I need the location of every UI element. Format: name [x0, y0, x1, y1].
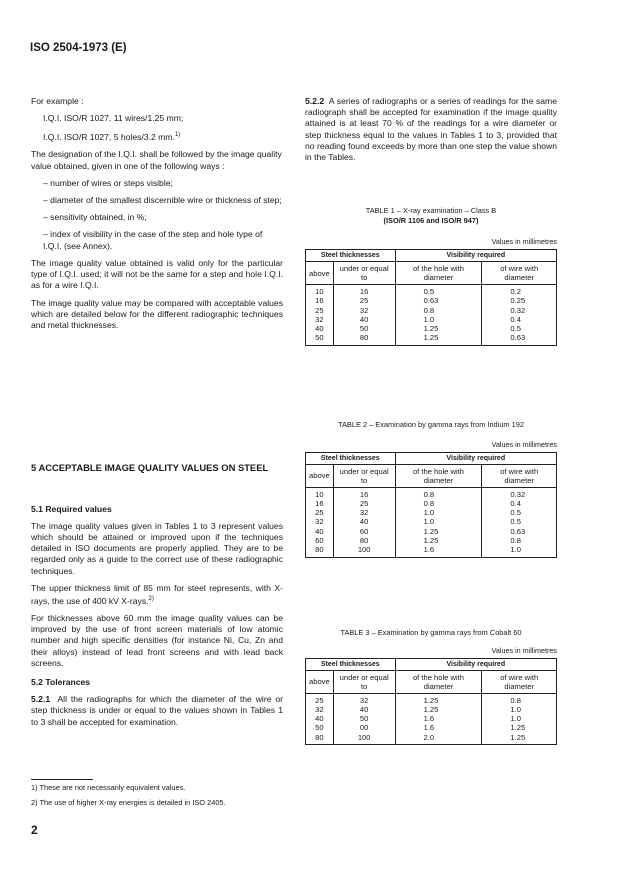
- table-row: [306, 487, 557, 557]
- example-1: I.Q.I. ISO/R 1027, 11 wires/1.25 mm;: [43, 113, 184, 124]
- table-cell: 16: [315, 498, 324, 508]
- table-cell: 0.8: [423, 305, 435, 315]
- table-cell: 25: [359, 498, 369, 508]
- header-visibility: Visibility required: [395, 250, 556, 262]
- table-cell: 0.63: [423, 296, 439, 306]
- table-row: [306, 285, 557, 346]
- header-under: under or equal to: [333, 464, 395, 487]
- table-cell: 2.0: [423, 732, 435, 742]
- section-5-1-title: 5.1 Required values: [31, 503, 112, 514]
- footnote-rule: [31, 779, 93, 780]
- header-hole: of the hole with diameter: [395, 464, 482, 487]
- table-cell: 1.25: [423, 324, 439, 334]
- table-cell: 1.0: [510, 704, 521, 714]
- header-above: above: [306, 464, 334, 487]
- table-1: [305, 249, 557, 346]
- table-2-units: Values in millimetres: [491, 439, 557, 449]
- table-cell: 100: [357, 545, 371, 555]
- table-cell: 1.0: [423, 517, 435, 527]
- footnote-2: 2) The use of higher X-ray energies is detailed in ISO 2405.: [31, 798, 226, 807]
- table-cell: 50: [315, 333, 324, 343]
- table-cell: 0.5: [510, 324, 521, 334]
- table-cell: 10: [315, 489, 324, 499]
- table-1-caption: TABLE 1 – X-ray examination – Class B: [365, 206, 497, 215]
- table-row: [306, 693, 557, 744]
- table-3-caption: TABLE 3 – Examination by gamma rays from Cobalt 60: [340, 628, 522, 637]
- header-visibility: Visibility required: [395, 658, 556, 670]
- table-cell: 0.8: [510, 535, 521, 545]
- table-cell: 32: [315, 517, 324, 527]
- table-cell: 1.6: [423, 545, 435, 555]
- header-hole: of the hole with diameter: [395, 670, 482, 693]
- table-cell: 80: [359, 535, 369, 545]
- table-cell: 1.0: [510, 545, 521, 555]
- left-column-top: [31, 96, 283, 337]
- document-header: ISO 2504-1973 (E): [30, 42, 127, 54]
- table-cell: 1.0: [423, 508, 435, 518]
- table-cell: 0.4: [510, 498, 521, 508]
- section-5-1-p3: For thicknesses above 60 mm the image quality values can be improved by the use of front screen materials of low atomic number and high specific densities (for instance Ni, Cu, Zn and their alloys) instead of lead front screens and with lead back screens.: [31, 612, 283, 668]
- header-steel: Steel thicknesses: [306, 452, 396, 464]
- header-wire: of wire with diameter: [482, 262, 557, 285]
- section-5-2-title: 5.2 Tolerances: [31, 677, 91, 687]
- table-cell: 0.8: [423, 498, 435, 508]
- table-cell: 0.5: [510, 508, 521, 518]
- table-cell: 50: [359, 324, 369, 334]
- table-cell: 32: [359, 695, 369, 705]
- example-intro: For example :: [31, 96, 84, 106]
- table-cell: 1.0: [423, 314, 435, 324]
- table-cell: 0.4: [510, 314, 521, 324]
- section-5-title: 5 ACCEPTABLE IMAGE QUALITY VALUES ON STEEL: [31, 462, 269, 473]
- table-cell: 0.5: [423, 287, 435, 296]
- footnote-1: 1) These are not necessarily equivalent values.: [31, 783, 186, 792]
- table-cell: 16: [359, 287, 369, 296]
- table-cell: 25: [315, 695, 324, 705]
- table-1-caption-2: (ISO/R 1106 and ISO/R 947): [383, 215, 479, 225]
- table-cell: 32: [315, 704, 324, 714]
- table-cell: 0.63: [510, 526, 526, 536]
- way-item: – diameter of the smallest discernible wire or thickness of step;: [43, 195, 282, 206]
- table-cell: 80: [359, 333, 369, 343]
- table-cell: 1.25: [510, 723, 526, 733]
- table-cell: 40: [359, 314, 369, 324]
- table-cell: 25: [315, 508, 324, 518]
- header-steel: Steel thicknesses: [306, 658, 396, 670]
- table-cell: 40: [315, 526, 324, 536]
- table-cell: 60: [359, 526, 369, 536]
- table-cell: 1.25: [423, 535, 439, 545]
- table-cell: 0.8: [510, 695, 521, 705]
- table-cell: 1.6: [423, 714, 435, 724]
- table-cell: 1.6: [423, 723, 435, 733]
- table-cell: 10: [315, 287, 324, 296]
- header-under: under or equal to: [333, 670, 395, 693]
- table-2-block: [305, 420, 557, 558]
- table-cell: 50: [359, 714, 369, 724]
- table-cell: 0.2: [510, 287, 521, 296]
- way-item: – sensitivity obtained, in %;: [43, 212, 147, 223]
- table-cell: 60: [315, 535, 324, 545]
- table-cell: 1.25: [423, 704, 439, 714]
- table-1-block: [305, 206, 557, 346]
- page-number: 2: [31, 823, 38, 837]
- table-cell: 80: [315, 732, 324, 742]
- section-5-1-p2: The upper thickness limit of 85 mm for steel represents, with X-rays, the use of 400 kV X-rays.$^{2)}$: [31, 582, 283, 606]
- header-steel: Steel thicknesses: [306, 250, 396, 262]
- table-cell: 40: [359, 517, 369, 527]
- designation-paragraph: The designation of the I.Q.I. shall be followed by the image quality value obtained, given in one of the following ways :: [31, 149, 282, 171]
- table-cell: 16: [359, 489, 369, 499]
- table-cell: 1.25: [423, 526, 439, 536]
- table-cell: 00: [359, 723, 369, 733]
- table-cell: 32: [359, 508, 369, 518]
- table-cell: 32: [359, 305, 369, 315]
- table-cell: 32: [315, 314, 324, 324]
- table-cell: 0.25: [510, 296, 526, 306]
- header-wire: of wire with diameter: [482, 464, 557, 487]
- table-3: [305, 658, 557, 745]
- table-2-caption: TABLE 2 – Examination by gamma rays from Iridium 192: [338, 420, 524, 429]
- table-cell: 40: [359, 704, 369, 714]
- section-5-2-2: 5.2.2 A series of radiographs or a series of readings for the same radiograph shall be accepted for examination if the image quality attained is at least 70 % of the readings for a wire diameter or step thickness equal to the values in Tables 1 to 3, provided that no reading found exceeds by more than one step the value shown in the Tables.: [305, 96, 557, 163]
- header-hole: of the hole with diameter: [395, 262, 482, 285]
- table-cell: 40: [315, 714, 324, 724]
- table-cell: 40: [315, 324, 324, 334]
- table-cell: 80: [315, 545, 324, 555]
- table-cell: 50: [315, 723, 324, 733]
- table-cell: 1.25: [423, 695, 439, 705]
- way-item: – number of wires or steps visible;: [43, 177, 173, 188]
- left-column-section5: [31, 462, 283, 734]
- header-above: above: [306, 262, 334, 285]
- header-wire: of wire with diameter: [482, 670, 557, 693]
- table-2: [305, 452, 557, 558]
- table-3-units: Values in millimetres: [491, 645, 557, 655]
- table-cell: 0.63: [510, 333, 526, 343]
- table-cell: 0.32: [510, 305, 526, 315]
- table-cell: 25: [359, 296, 369, 306]
- table-cell: 1.25: [510, 732, 526, 742]
- table-cell: 16: [315, 296, 324, 306]
- table-1-units: Values in millimetres: [491, 237, 557, 246]
- header-under: under or equal to: [333, 262, 395, 285]
- table-cell: 0.5: [510, 517, 521, 527]
- valid-paragraph: The image quality value obtained is valid only for the particular type of I.Q.I. used; it will not be the same for a step and hole I.Q.I. as for a wire I.Q.I.: [31, 257, 283, 291]
- compare-paragraph: The image quality value may be compared with acceptable values which are detailed below for the different radiographic techniques and metal thicknesses.: [31, 297, 283, 330]
- table-3-block: [305, 628, 557, 745]
- header-visibility: Visibility required: [395, 452, 556, 464]
- example-2: I.Q.I. ISO/R 1027, 5 holes/3.2 mm.$^{1)}$: [43, 132, 181, 143]
- table-cell: 0.8: [423, 489, 435, 499]
- way-item: – index of visibility in the case of the step and hole type of I.Q.I. (see Annex).: [43, 229, 263, 251]
- table-cell: 100: [357, 732, 371, 742]
- table-cell: 1.25: [423, 333, 439, 343]
- section-5-1-p1: The image quality values given in Tables 1 to 3 represent values which should be attained or improved upon if the techniques detailed in ISO documents are properly applied. They are to be regarded only as a guide to the correct use of these radiographic techniques.: [31, 520, 283, 576]
- table-cell: 25: [315, 305, 324, 315]
- header-above: above: [306, 670, 334, 693]
- section-5-2-1: 5.2.1 All the radiographs for which the diameter of the wire or step thickness is under or equal to the values shown in Tables 1 to 3 shall be accepted for examination.: [31, 694, 283, 727]
- table-cell: 1.0: [510, 714, 521, 724]
- table-cell: 0.32: [510, 489, 526, 499]
